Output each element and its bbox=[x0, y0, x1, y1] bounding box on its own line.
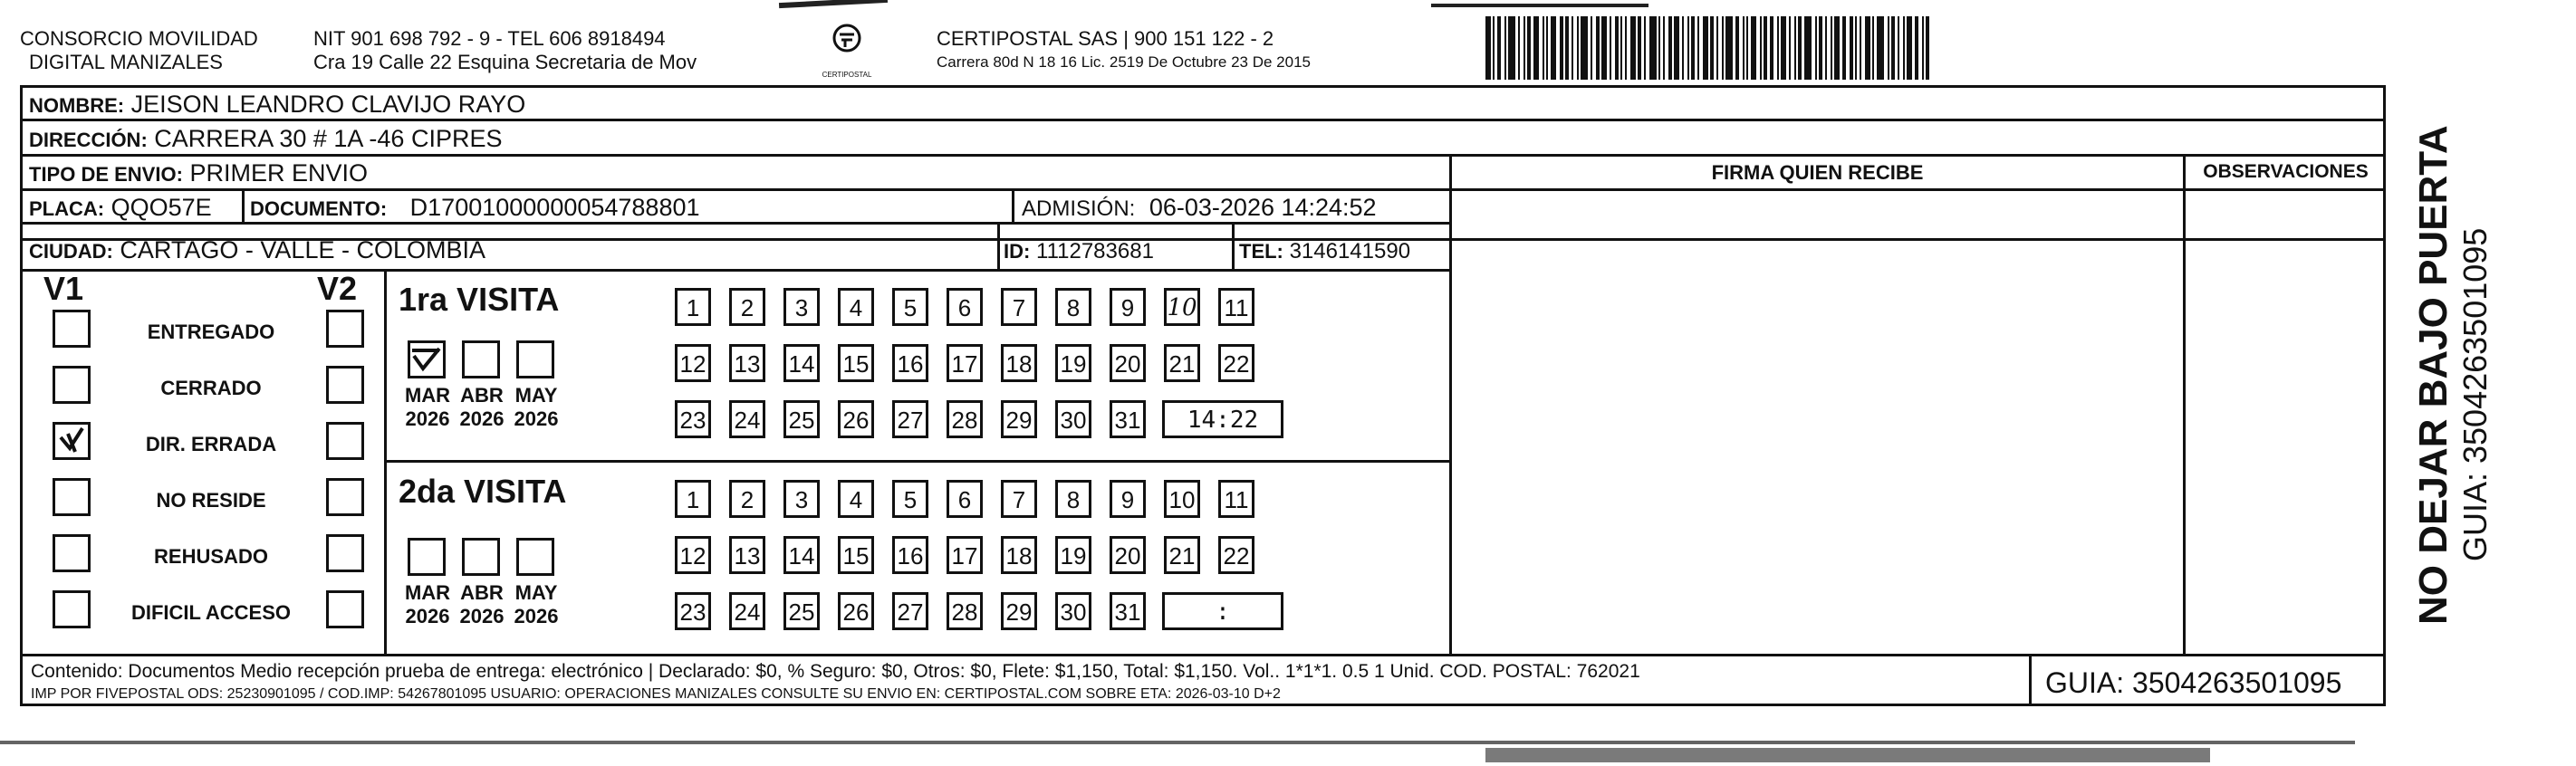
nit-line1: NIT 901 698 792 - 9 - TEL 606 8918494 bbox=[313, 27, 666, 50]
day-box[interactable]: 30 bbox=[1055, 592, 1091, 630]
ciudad-cell bbox=[29, 235, 485, 267]
v2-status-checkbox[interactable] bbox=[326, 534, 364, 572]
day-box[interactable]: 6 bbox=[947, 480, 983, 518]
side-warning: NO DEJAR BAJO PUERTA bbox=[2411, 125, 2456, 625]
month-label: MAR bbox=[404, 384, 451, 407]
v1-status-checkbox[interactable] bbox=[53, 478, 91, 516]
day-box[interactable]: 19 bbox=[1055, 344, 1091, 382]
day-box[interactable]: 23 bbox=[675, 400, 711, 438]
month-label: MAY bbox=[514, 384, 558, 407]
day-box[interactable]: 30 bbox=[1055, 400, 1091, 438]
v1-status-checkbox[interactable] bbox=[53, 422, 91, 460]
day-box[interactable]: 18 bbox=[1001, 536, 1037, 574]
status-label: NO RESIDE bbox=[156, 489, 266, 512]
month-year bbox=[400, 384, 455, 431]
day-box[interactable]: 6 bbox=[947, 288, 983, 326]
id-value: 1112783681 bbox=[1036, 239, 1154, 263]
year-label: 2026 bbox=[459, 605, 505, 627]
barcode-icon bbox=[1485, 16, 2210, 80]
direccion-label: DIRECCIÓN: bbox=[29, 129, 148, 151]
day-box[interactable]: 23 bbox=[675, 592, 711, 630]
tel-cell bbox=[1239, 236, 1410, 267]
day-box[interactable]: 19 bbox=[1055, 536, 1091, 574]
day-box[interactable]: 15 bbox=[838, 344, 874, 382]
footer-imp: IMP POR FIVEPOSTAL ODS: 25230901095 / COD.IMP: 54267801095 USUARIO: OPERACIONES MANIZALES CONSULTE SU ENVIO EN: CERTIPOSTAL.COM SOBRE ETA: 2026-03-10 D+2 bbox=[31, 686, 1281, 702]
day-box[interactable]: 25 bbox=[783, 592, 820, 630]
nombre-label: NOMBRE: bbox=[29, 94, 125, 117]
day-box[interactable]: 27 bbox=[892, 592, 928, 630]
scan-mark bbox=[1485, 748, 2210, 762]
day-box[interactable]: 31 bbox=[1110, 400, 1146, 438]
v2-status-checkbox[interactable] bbox=[326, 422, 364, 460]
day-box[interactable]: 13 bbox=[729, 344, 765, 382]
handwritten-check-icon bbox=[410, 343, 443, 376]
tel-value: 3146141590 bbox=[1289, 239, 1411, 263]
direccion-value: CARRERA 30 # 1A -46 CIPRES bbox=[154, 125, 503, 152]
courier-info bbox=[937, 27, 1311, 74]
year-label: 2026 bbox=[514, 407, 559, 430]
day-box[interactable]: 26 bbox=[838, 592, 874, 630]
day-box[interactable]: 22 bbox=[1218, 344, 1254, 382]
time-box[interactable]: 14:22 bbox=[1162, 400, 1283, 438]
month-year bbox=[455, 581, 509, 628]
tipo-envio-row bbox=[29, 158, 368, 190]
status-label: DIR. ERRADA bbox=[145, 433, 277, 455]
day-box[interactable]: 1 bbox=[675, 288, 711, 326]
v1-status-checkbox[interactable] bbox=[53, 590, 91, 628]
firma-header: FIRMA QUIEN RECIBE bbox=[1711, 161, 1924, 184]
status-label: DIFICIL ACCESO bbox=[130, 601, 291, 624]
day-box[interactable]: 20 bbox=[1110, 536, 1146, 574]
day-box[interactable]: 11 bbox=[1218, 288, 1254, 326]
day-box[interactable]: 2 bbox=[729, 288, 765, 326]
month-checkbox[interactable] bbox=[408, 538, 446, 576]
courier-line1: CERTIPOSTAL SAS | 900 151 122 - 2 bbox=[937, 27, 1274, 50]
day-box[interactable]: 16 bbox=[892, 536, 928, 574]
first-visit-title: 1ra VISITA bbox=[399, 281, 560, 318]
day-box[interactable]: 1 bbox=[675, 480, 711, 518]
day-box[interactable]: 8 bbox=[1055, 480, 1091, 518]
day-box[interactable]: 24 bbox=[729, 592, 765, 630]
ciudad-label: CIUDAD: bbox=[29, 240, 113, 263]
day-box[interactable]: 29 bbox=[1001, 400, 1037, 438]
month-checkbox[interactable] bbox=[462, 538, 500, 576]
day-box[interactable]: 11 bbox=[1218, 480, 1254, 518]
time-box[interactable]: : bbox=[1162, 592, 1283, 630]
day-box[interactable]: 4 bbox=[838, 288, 874, 326]
year-label: 2026 bbox=[514, 605, 559, 627]
month-checkbox[interactable] bbox=[462, 340, 500, 378]
month-year bbox=[400, 581, 455, 628]
certipostal-logo-icon bbox=[820, 22, 874, 79]
admision-label: ADMISIÓN: bbox=[1022, 196, 1136, 221]
courier-line2: Carrera 80d N 18 16 Lic. 2519 De Octubre 23 De 2015 bbox=[937, 53, 1311, 71]
day-box[interactable]: 25 bbox=[783, 400, 820, 438]
day-box[interactable]: 7 bbox=[1001, 480, 1037, 518]
handwritten-check-icon bbox=[55, 425, 88, 457]
tipo-envio-value: PRIMER ENVIO bbox=[189, 159, 368, 187]
day-box[interactable]: 17 bbox=[947, 536, 983, 574]
id-label: ID: bbox=[1004, 240, 1031, 263]
day-box[interactable]: 14 bbox=[783, 344, 820, 382]
month-year bbox=[509, 384, 563, 431]
year-label: 2026 bbox=[459, 407, 505, 430]
side-guia: GUIA: 3504263501095 bbox=[2456, 227, 2494, 561]
day-box[interactable]: 9 bbox=[1110, 480, 1146, 518]
day-box[interactable]: 27 bbox=[892, 400, 928, 438]
year-label: 2026 bbox=[405, 407, 450, 430]
ciudad-value: CARTAGO - VALLE - COLOMBIA bbox=[120, 236, 485, 263]
day-box[interactable]: 29 bbox=[1001, 592, 1037, 630]
v1-header: V1 bbox=[43, 270, 84, 307]
day-box[interactable]: 5 bbox=[892, 480, 928, 518]
day-box[interactable]: 21 bbox=[1164, 536, 1200, 574]
nombre-row bbox=[29, 89, 525, 121]
nit-line2: Cra 19 Calle 22 Esquina Secretaria de Mov bbox=[313, 51, 697, 73]
day-box[interactable]: 3 bbox=[783, 288, 820, 326]
tel-label: TEL: bbox=[1239, 240, 1283, 263]
direccion-row bbox=[29, 123, 502, 156]
day-box[interactable]: 8 bbox=[1055, 288, 1091, 326]
v2-status-checkbox[interactable] bbox=[326, 478, 364, 516]
admision-cell bbox=[1022, 192, 1377, 225]
month-checkbox[interactable] bbox=[516, 538, 554, 576]
scan-mark bbox=[1431, 4, 1648, 7]
day-box[interactable]: 16 bbox=[892, 344, 928, 382]
company-nit bbox=[313, 27, 697, 74]
day-box[interactable]: 4 bbox=[838, 480, 874, 518]
day-box[interactable]: 28 bbox=[947, 400, 983, 438]
month-year bbox=[455, 384, 509, 431]
day-box[interactable]: 2 bbox=[729, 480, 765, 518]
day-box[interactable]: 7 bbox=[1001, 288, 1037, 326]
day-box[interactable]: 22 bbox=[1218, 536, 1254, 574]
v1-status-checkbox[interactable] bbox=[53, 534, 91, 572]
nombre-value: JEISON LEANDRO CLAVIJO RAYO bbox=[130, 91, 526, 118]
month-label: MAY bbox=[514, 581, 558, 604]
tipo-envio-label: TIPO DE ENVIO: bbox=[29, 163, 183, 186]
placa-label: PLACA: bbox=[29, 197, 105, 220]
day-box[interactable]: 14 bbox=[783, 536, 820, 574]
day-box[interactable]: 26 bbox=[838, 400, 874, 438]
logo-text: CERTIPOSTAL bbox=[822, 71, 872, 79]
status-label: REHUSADO bbox=[154, 545, 268, 568]
company-name bbox=[20, 27, 258, 74]
day-box[interactable]: 28 bbox=[947, 592, 983, 630]
v2-status-checkbox[interactable] bbox=[326, 590, 364, 628]
id-cell bbox=[1004, 236, 1154, 267]
v2-status-checkbox[interactable] bbox=[326, 310, 364, 348]
day-box[interactable]: 31 bbox=[1110, 592, 1146, 630]
day-box[interactable]: 10 bbox=[1164, 480, 1200, 518]
day-box[interactable]: 12 bbox=[675, 344, 711, 382]
day-box[interactable]: 9 bbox=[1110, 288, 1146, 326]
observaciones-header: OBSERVACIONES bbox=[2203, 161, 2369, 182]
status-label: ENTREGADO bbox=[147, 321, 275, 343]
day-box[interactable]: 21 bbox=[1164, 344, 1200, 382]
documento-cell bbox=[250, 192, 700, 225]
month-year bbox=[509, 581, 563, 628]
footer-contents: Contenido: Documentos Medio recepción prueba de entrega: electrónico | Declarado: $0, % Seguro: $0, Otros: $0, Flete: $1,150, Total: $1,150. Vol.. 1*1*1. 0.5 1 Unid. COD. POSTAL: 762021 bbox=[31, 661, 1640, 682]
v1-status-checkbox[interactable] bbox=[53, 366, 91, 404]
day-box[interactable]: 10 bbox=[1164, 288, 1200, 326]
company-line2: DIGITAL MANIZALES bbox=[29, 51, 223, 73]
v2-status-checkbox[interactable] bbox=[326, 366, 364, 404]
day-box[interactable]: 18 bbox=[1001, 344, 1037, 382]
company-line1: CONSORCIO MOVILIDAD bbox=[20, 27, 258, 50]
month-checkbox[interactable] bbox=[408, 340, 446, 378]
day-box[interactable]: 24 bbox=[729, 400, 765, 438]
documento-label: DOCUMENTO: bbox=[250, 197, 388, 220]
day-box[interactable]: 17 bbox=[947, 344, 983, 382]
second-visit-title: 2da VISITA bbox=[399, 473, 567, 510]
footer-guia: GUIA: 3504263501095 bbox=[2045, 666, 2342, 699]
v2-header: V2 bbox=[317, 270, 358, 307]
documento-value: D17001000000054788801 bbox=[409, 194, 700, 221]
month-label: MAR bbox=[404, 581, 451, 604]
day-box[interactable]: 5 bbox=[892, 288, 928, 326]
status-label: CERRADO bbox=[160, 377, 262, 399]
v1-status-checkbox[interactable] bbox=[53, 310, 91, 348]
day-box[interactable]: 3 bbox=[783, 480, 820, 518]
placa-cell bbox=[29, 192, 212, 225]
day-box[interactable]: 15 bbox=[838, 536, 874, 574]
month-label: ABR bbox=[460, 384, 504, 407]
scan-mark bbox=[0, 741, 2355, 744]
admision-value: 06-03-2026 14:24:52 bbox=[1149, 194, 1377, 221]
day-box[interactable]: 13 bbox=[729, 536, 765, 574]
month-checkbox[interactable] bbox=[516, 340, 554, 378]
month-label: ABR bbox=[460, 581, 504, 604]
year-label: 2026 bbox=[405, 605, 450, 627]
placa-value: QQO57E bbox=[111, 194, 212, 221]
scan-mark bbox=[779, 0, 888, 8]
day-box[interactable]: 12 bbox=[675, 536, 711, 574]
day-box[interactable]: 20 bbox=[1110, 344, 1146, 382]
